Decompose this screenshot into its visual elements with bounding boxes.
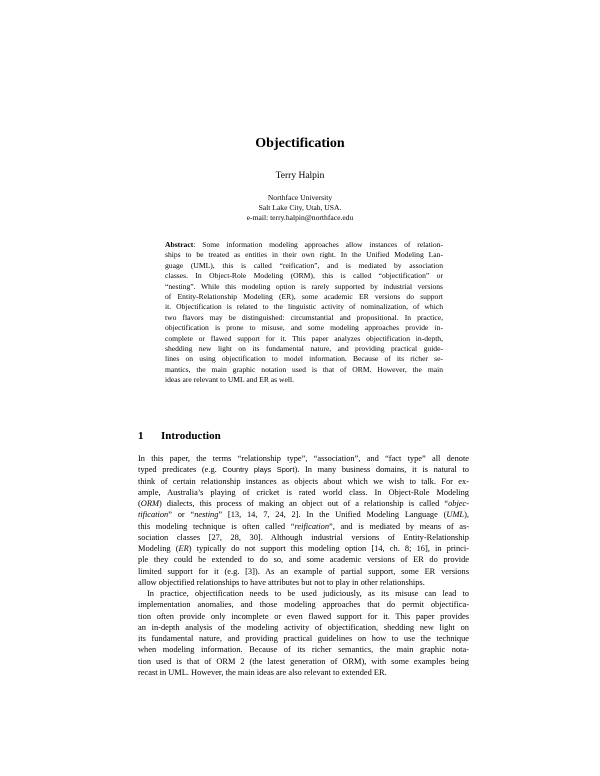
paper-title: Objectification: [255, 136, 345, 151]
body-line: think of certain relationship instances as objects about which we wish to talk. For ex-: [138, 476, 469, 486]
abstract-line: mantics, the main graphic notation used is that of ORM. However, the main: [165, 364, 443, 374]
body-line: ample, Australia’s playing of cricket is rated world class. In Object-Role Modeling: [138, 487, 469, 497]
body-line: tification” or “nesting” [13, 14, 7, 24, 2]. In the Unified Modeling Language (UML),: [138, 510, 469, 520]
abstract-line: of Entity-Relationship Modeling (ER), some academic ER versions do support: [165, 292, 443, 302]
body-line: when modeling information. Because of its richer semantics, the main graphic nota-: [138, 645, 469, 655]
abstract-line: classes. In Object-Role Modeling (ORM), this is called “objectification” or: [165, 271, 443, 281]
abstract-line: ideas are relevant to UML and ER as well.: [165, 375, 294, 385]
body-line: allow objectified relationships to have attributes but not to play in other relationships.: [138, 577, 425, 587]
body-line: recast in UML. However, the main ideas are also relevant to extended ER.: [138, 667, 387, 677]
abstract-line: Abstract: Some information modeling approaches allow instances of relation-: [165, 240, 443, 249]
affiliation-line: Salt Lake City, Utah, USA.: [258, 203, 342, 213]
body-line: In practice, objectification needs to be used judiciously, as its misuse can lead to: [147, 589, 469, 598]
body-line: ple they could be extended to do so, and some academic versions of ER do provide: [138, 555, 469, 565]
body-line: tion often provide only incomplete or even flawed support for it. This paper provides: [138, 611, 469, 621]
body-line: (ORM) dialects, this process of making an object out of a relationship is called “objec-: [138, 499, 469, 508]
body-line: tion used is that of ORM 2 (the latest generation of ORM), with some examples being: [138, 656, 469, 666]
abstract-line: guage (UML), this is called “reification”, and is mediated by association: [165, 260, 443, 270]
abstract: [165, 240, 443, 386]
abstract-line: two flavors may be distinguished: circumstantial and propositional. In practice,: [165, 312, 443, 322]
body-line: In this paper, the terms “relationship type”, “association”, and “fact type” all denote: [138, 454, 469, 463]
body-line: an in-depth analysis of the modeling activity of objectification, shedding new light on: [138, 622, 469, 632]
body-line: its fundamental nature, and providing practical guidelines on how to use the technique: [138, 634, 469, 643]
body-line: this modeling technique is often called “reification”, and is mediated by means of as-: [138, 521, 470, 531]
body-line: sociation classes [27, 28, 30]. Although industrial versions of Entity-Relationship: [138, 532, 469, 542]
abstract-line: shedding new light on its fundamental nature, and providing practical guide-: [165, 344, 443, 354]
body-line: Modeling (ER) typically do not support this modeling option [14, ch. 8; 16], in princi-: [138, 544, 469, 553]
abstract-line: lines on using objectification to model information. Because of its richer se-: [165, 354, 443, 364]
body-line: typed predicates (e.g. Country plays Sport). In many business domains, it is natural to: [138, 465, 469, 475]
email-line: e-mail: terry.halpin@northface.edu: [246, 213, 354, 223]
body-line: implementation anomalies, and those modeling approaches that do permit objectifica-: [138, 600, 469, 610]
section-body: [138, 453, 469, 678]
abstract-line: objectification is prone to misuse, and some modeling approaches provide in-: [165, 323, 443, 333]
section-number: 1: [138, 430, 144, 442]
inline-code: Country plays Sport: [222, 465, 295, 475]
abstract-label: Abstract: [165, 240, 194, 249]
affiliation-block: [0, 193, 600, 224]
abstract-line: complete or flawed support for it. This paper analyzes objectification in-depth,: [165, 333, 443, 343]
body-line: limited support for it (e.g. [3]). As an example of partial support, some ER versions: [138, 566, 469, 576]
section-title: Introduction: [161, 430, 221, 442]
abstract-line: ships to be treated as entities in their own right. In the Unified Modeling Lan-: [165, 250, 443, 260]
author-name: Terry Halpin: [275, 171, 325, 181]
abstract-line: it. Objectification is related to the linguistic activity of nominalization, of which: [165, 302, 443, 312]
abstract-line: “nesting”. While this modeling option is rarely supported by industrial versions: [165, 281, 443, 291]
affiliation-line: Northface University: [267, 193, 333, 202]
section-heading: [138, 430, 221, 442]
